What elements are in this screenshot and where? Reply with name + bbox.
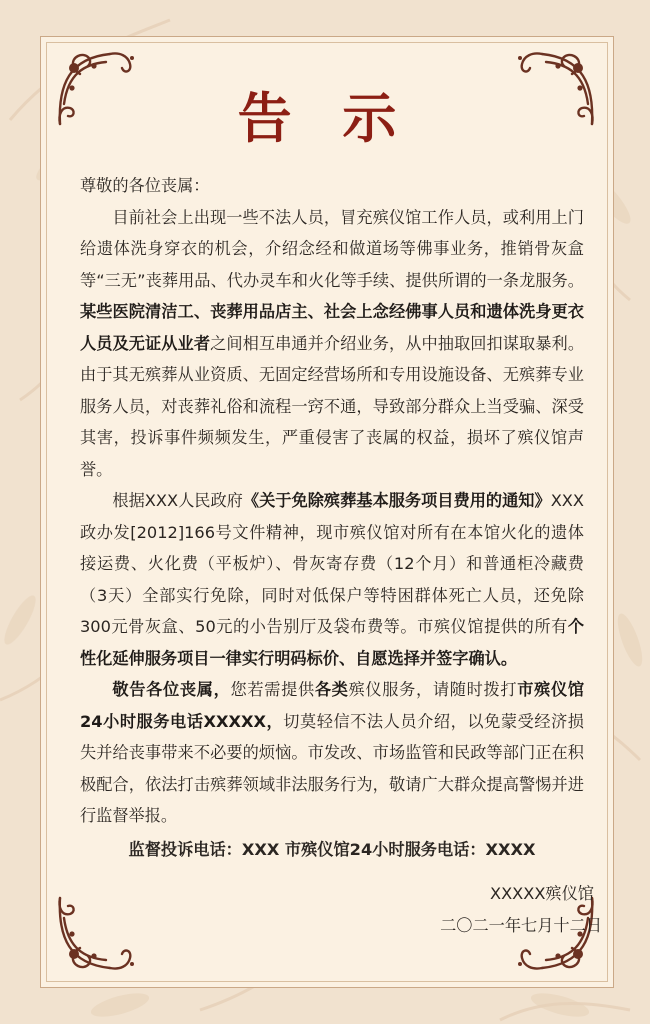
paragraph-policy	[80, 485, 584, 674]
corner-ornament-bottom-left-icon	[50, 888, 140, 978]
salutation: 尊敬的各位丧属：	[80, 176, 210, 195]
paragraph-warning-text-1: 目前社会上出现一些不法人员，冒充殡仪馆工作人员，或利用上门给遗体洗身穿衣的机会，介绍念经和做道场等佛事业务，推销骨灰盒等“三无”丧葬用品、代办灵车和火化等手续、提供所谓的一条龙服务。	[80, 207, 584, 290]
paragraph-advice-text-2: 殡仪服务，请随时拨打	[348, 680, 518, 699]
paragraph-policy-bold: 个性化延伸服务项目一律实行明码标价、自愿选择并签字确认。	[80, 617, 584, 668]
paragraph-warning	[80, 202, 584, 486]
paragraph-warning-text-2: 之间相互串通并介绍业务，从中抽取回扣谋取暴利。由于其无殡葬从业资质、无固定经营场所和专用设施设备、无殡葬专业服务人员，对丧葬礼俗和流程一窍不通，导致部分群众上当受骗、深受其害，投诉事件频频发生，严重侵害了丧属的权益，损坏了殡仪馆声誉。	[80, 333, 585, 479]
notice-body	[80, 170, 584, 865]
paragraph-policy-text-1: 根据XXX人民政府	[112, 491, 243, 510]
signature-date: 二〇二一年七月十二日	[440, 916, 602, 935]
advice-greeting: 敬告各位丧属，	[112, 680, 231, 699]
contact-line: 监督投诉电话：XXX 市殡仪馆24小时服务电话：XXXX	[128, 839, 536, 859]
paragraph-advice-text-3: 切莫轻信不法人员介绍，以免蒙受经济损失并给丧事带来不必要的烦恼。市发改、市场监管和民政等部门正在积极配合，依法打击殡葬领域非法服务行为，敬请广大群众提高警惕并进行监督举报。	[80, 711, 584, 825]
policy-document-title: 《关于免除殡葬基本服务项目费用的通知》	[242, 491, 551, 510]
paragraph-policy-text-2: XXX政办发[2012]166号文件精神，现市殡仪馆对所有在本馆火化的遗体接运费、火化费（平板炉）、骨灰寄存费（12个月）和普通柜冷藏费（3天）全部实行免除，同时对低保户等特困群体死亡人员，还免除300元骨灰盒、50元的小告别厅及袋布费等。市殡仪馆提供的所有	[80, 491, 584, 636]
notice-title: 告 示	[237, 86, 413, 150]
signature-organization: XXXXX殡仪馆	[489, 884, 594, 903]
paragraph-advice	[80, 674, 584, 832]
paragraph-advice-text-1: 您若需提供	[230, 680, 315, 699]
service-hotline-bold: 市殡仪馆24小时服务电话XXXXX，	[80, 680, 585, 731]
paragraph-warning-bold: 某些医院清洁工、丧葬用品店主、社会上念经佛事人员和遗体洗身更衣人员及无证从业者	[80, 302, 584, 353]
advice-bold-categories: 各类	[314, 680, 349, 699]
signature-block	[440, 878, 602, 942]
